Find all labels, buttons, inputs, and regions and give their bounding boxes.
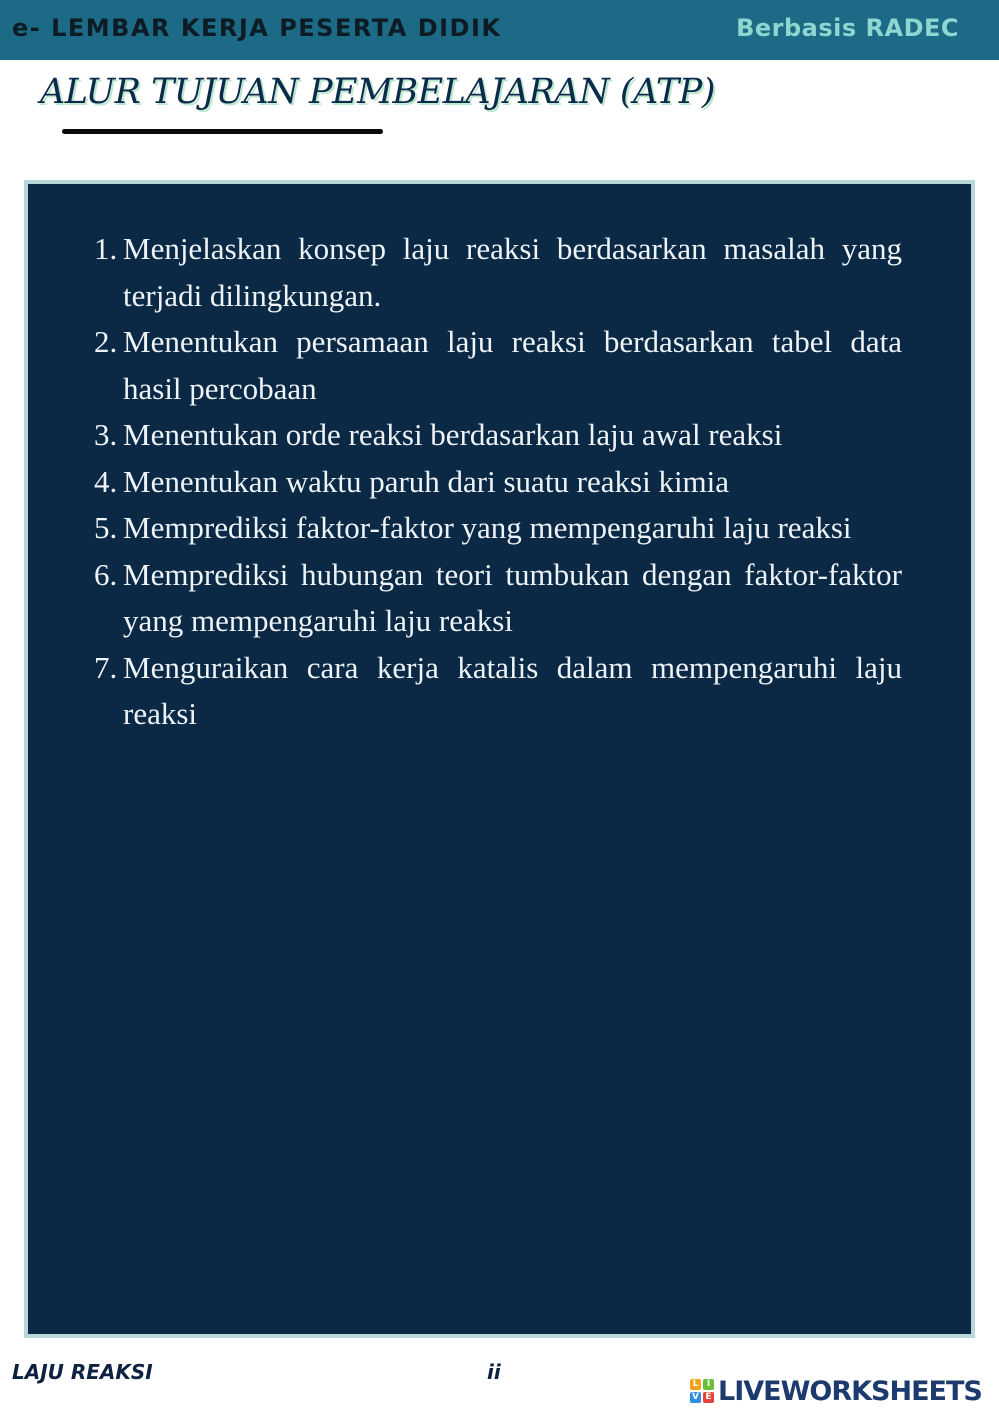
objective-item: [94, 552, 902, 645]
brand-name: LIVEWORKSHEETS: [718, 1375, 982, 1407]
liveworksheets-icon: [690, 1379, 714, 1403]
objective-text: Menentukan waktu paruh dari suatu reaksi kimia: [123, 463, 730, 499]
logo-tile: V: [690, 1392, 701, 1403]
objective-item: [94, 459, 902, 506]
objective-text: Menentukan persamaan laju reaksi berdasarkan tabel data hasil percobaan: [123, 324, 902, 406]
logo-tile: E: [703, 1392, 714, 1403]
objective-number: 2.: [94, 324, 118, 359]
objective-number: 7.: [94, 649, 118, 685]
objective-item: [94, 226, 902, 319]
liveworksheets-logo[interactable]: [690, 1373, 982, 1409]
objective-text: Memprediksi faktor-faktor yang mempengaruhi laju reaksi: [123, 510, 852, 545]
logo-tile: I: [703, 1379, 714, 1390]
objective-text: Menjelaskan konsep laju reaksi berdasarkan masalah yang terjadi dilingkungan.: [123, 231, 902, 313]
objective-item: [94, 412, 902, 459]
page-number: ii: [487, 1360, 501, 1384]
objective-item: [94, 505, 902, 552]
objective-number: 4.: [94, 463, 118, 499]
objective-text: Menentukan orde reaksi berdasarkan laju awal reaksi: [123, 417, 783, 452]
objective-number: 3.: [94, 417, 118, 452]
objectives-list: [94, 226, 902, 738]
objective-item: [94, 319, 902, 412]
header-bar: [0, 0, 999, 60]
title-underline: [62, 129, 383, 134]
objective-item: [94, 645, 902, 738]
objective-number: 1.: [94, 231, 118, 266]
objective-number: 6.: [94, 556, 118, 592]
objectives-panel: [24, 180, 975, 1338]
header-title: e- LEMBAR KERJA PESERTA DIDIK: [12, 14, 502, 42]
objective-text: Memprediksi hubungan teori tumbukan dengan faktor-faktor yang mempengaruhi laju reaksi: [123, 556, 902, 638]
logo-tile: L: [690, 1379, 701, 1390]
objective-text: Menguraikan cara kerja katalis dalam mempengaruhi laju reaksi: [123, 649, 902, 731]
footer-topic: LAJU REAKSI: [12, 1360, 153, 1384]
page-title: ALUR TUJUAN PEMBELAJARAN (ATP): [40, 72, 715, 112]
header-subtitle: Berbasis RADEC: [736, 14, 959, 42]
objective-number: 5.: [94, 510, 118, 545]
